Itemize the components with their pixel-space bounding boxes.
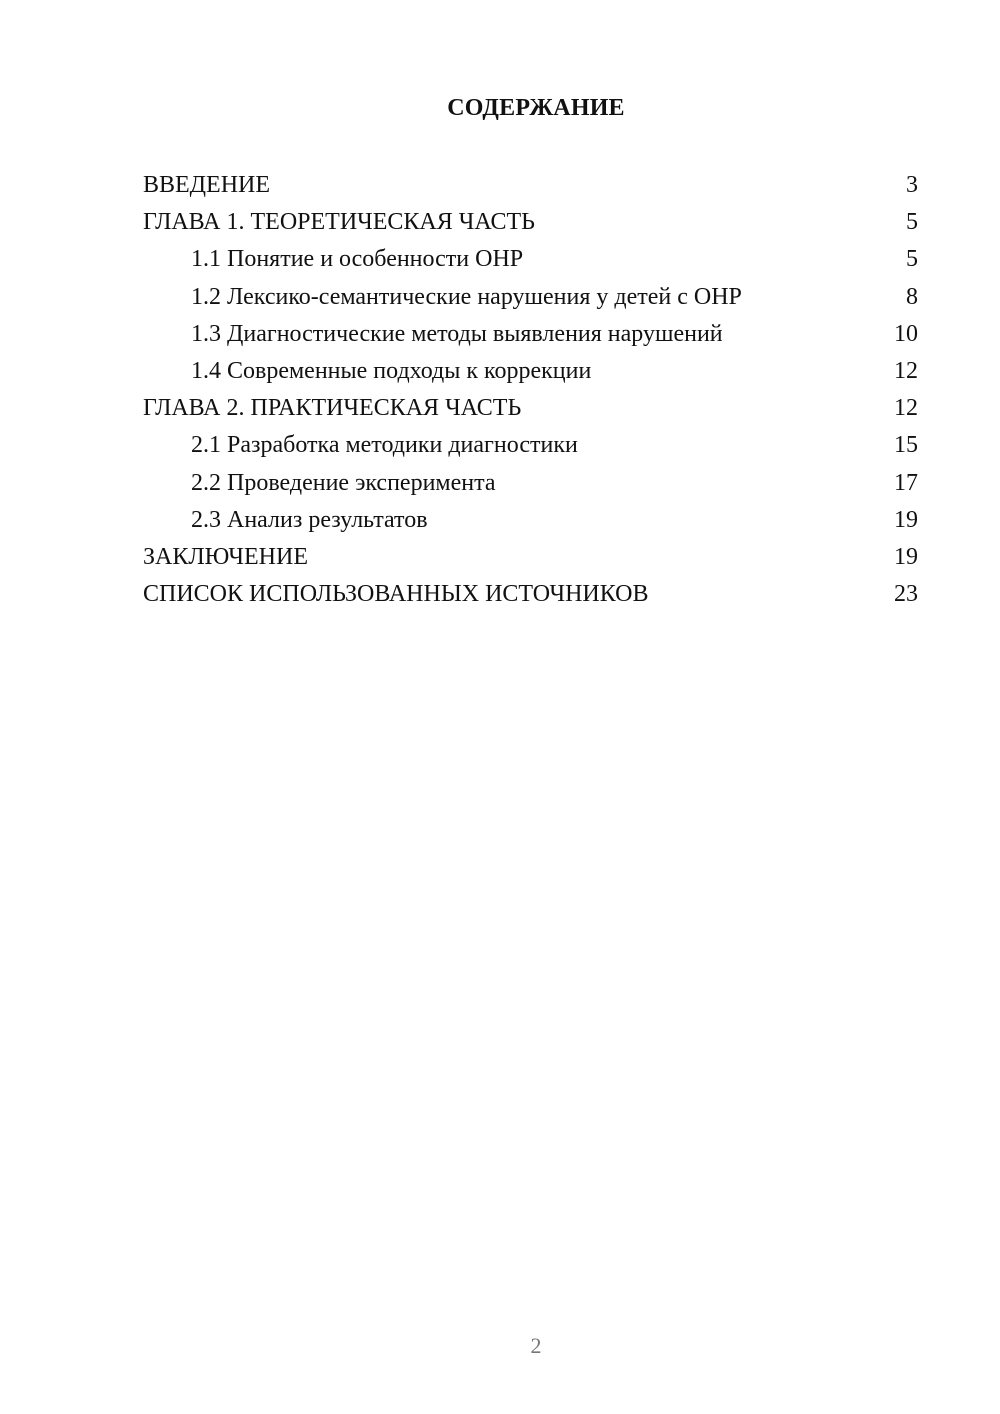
toc-entry-introduction (143, 167, 918, 204)
toc-entry-page: 8 (906, 283, 918, 310)
toc-entry-label: ВВЕДЕНИЕ (143, 172, 271, 198)
toc-entry-page: 17 (894, 469, 918, 496)
toc-entry-label: 1.3 Диагностические методы выявления нарушений (191, 320, 723, 347)
toc-entry-label: 2.3 Анализ результатов (191, 506, 428, 533)
toc-entry-chapter-2 (143, 390, 918, 427)
toc-entry-page: 23 (894, 581, 918, 608)
toc-entry-page: 3 (906, 172, 918, 198)
table-of-contents (143, 167, 918, 613)
toc-entry-section-1-4 (143, 353, 918, 390)
toc-entry-section-1-2 (143, 279, 918, 316)
toc-entry-page: 12 (894, 357, 918, 384)
toc-entry-section-2-1 (143, 427, 918, 464)
toc-entry-page: 19 (894, 506, 918, 533)
toc-entry-label: ГЛАВА 1. ТЕОРЕТИЧЕСКАЯ ЧАСТЬ (143, 209, 535, 236)
page-number: 2 (530, 1333, 542, 1358)
toc-entry-page: 12 (894, 395, 918, 422)
toc-entry-page: 10 (894, 320, 918, 347)
toc-entry-page: 5 (906, 209, 918, 236)
toc-entry-label: 1.1 Понятие и особенности ОНР (191, 246, 524, 273)
toc-entry-section-2-3 (143, 502, 918, 539)
toc-entry-section-2-2 (143, 465, 918, 502)
toc-entry-label: 2.2 Проведение эксперимента (191, 469, 496, 496)
toc-entry-label: СПИСОК ИСПОЛЬЗОВАННЫХ ИСТОЧНИКОВ (143, 581, 649, 608)
toc-entry-page: 5 (906, 246, 918, 273)
toc-entry-page: 15 (894, 432, 918, 459)
toc-entry-page: 19 (894, 543, 918, 570)
toc-entry-chapter-1 (143, 204, 918, 241)
toc-entry-label: ЗАКЛЮЧЕНИЕ (143, 543, 308, 570)
toc-entry-label: ГЛАВА 2. ПРАКТИЧЕСКАЯ ЧАСТЬ (143, 395, 522, 422)
toc-entry-references (143, 576, 918, 613)
toc-entry-section-1-1 (143, 241, 918, 278)
toc-entry-label: 1.4 Современные подходы к коррекции (191, 357, 592, 384)
toc-entry-label: 2.1 Разработка методики диагностики (191, 432, 578, 459)
toc-entry-conclusion (143, 539, 918, 576)
toc-entry-section-1-3 (143, 316, 918, 353)
toc-entry-label: 1.2 Лексико-семантические нарушения у детей с ОНР (191, 283, 742, 310)
page-title: СОДЕРЖАНИЕ (447, 95, 625, 121)
